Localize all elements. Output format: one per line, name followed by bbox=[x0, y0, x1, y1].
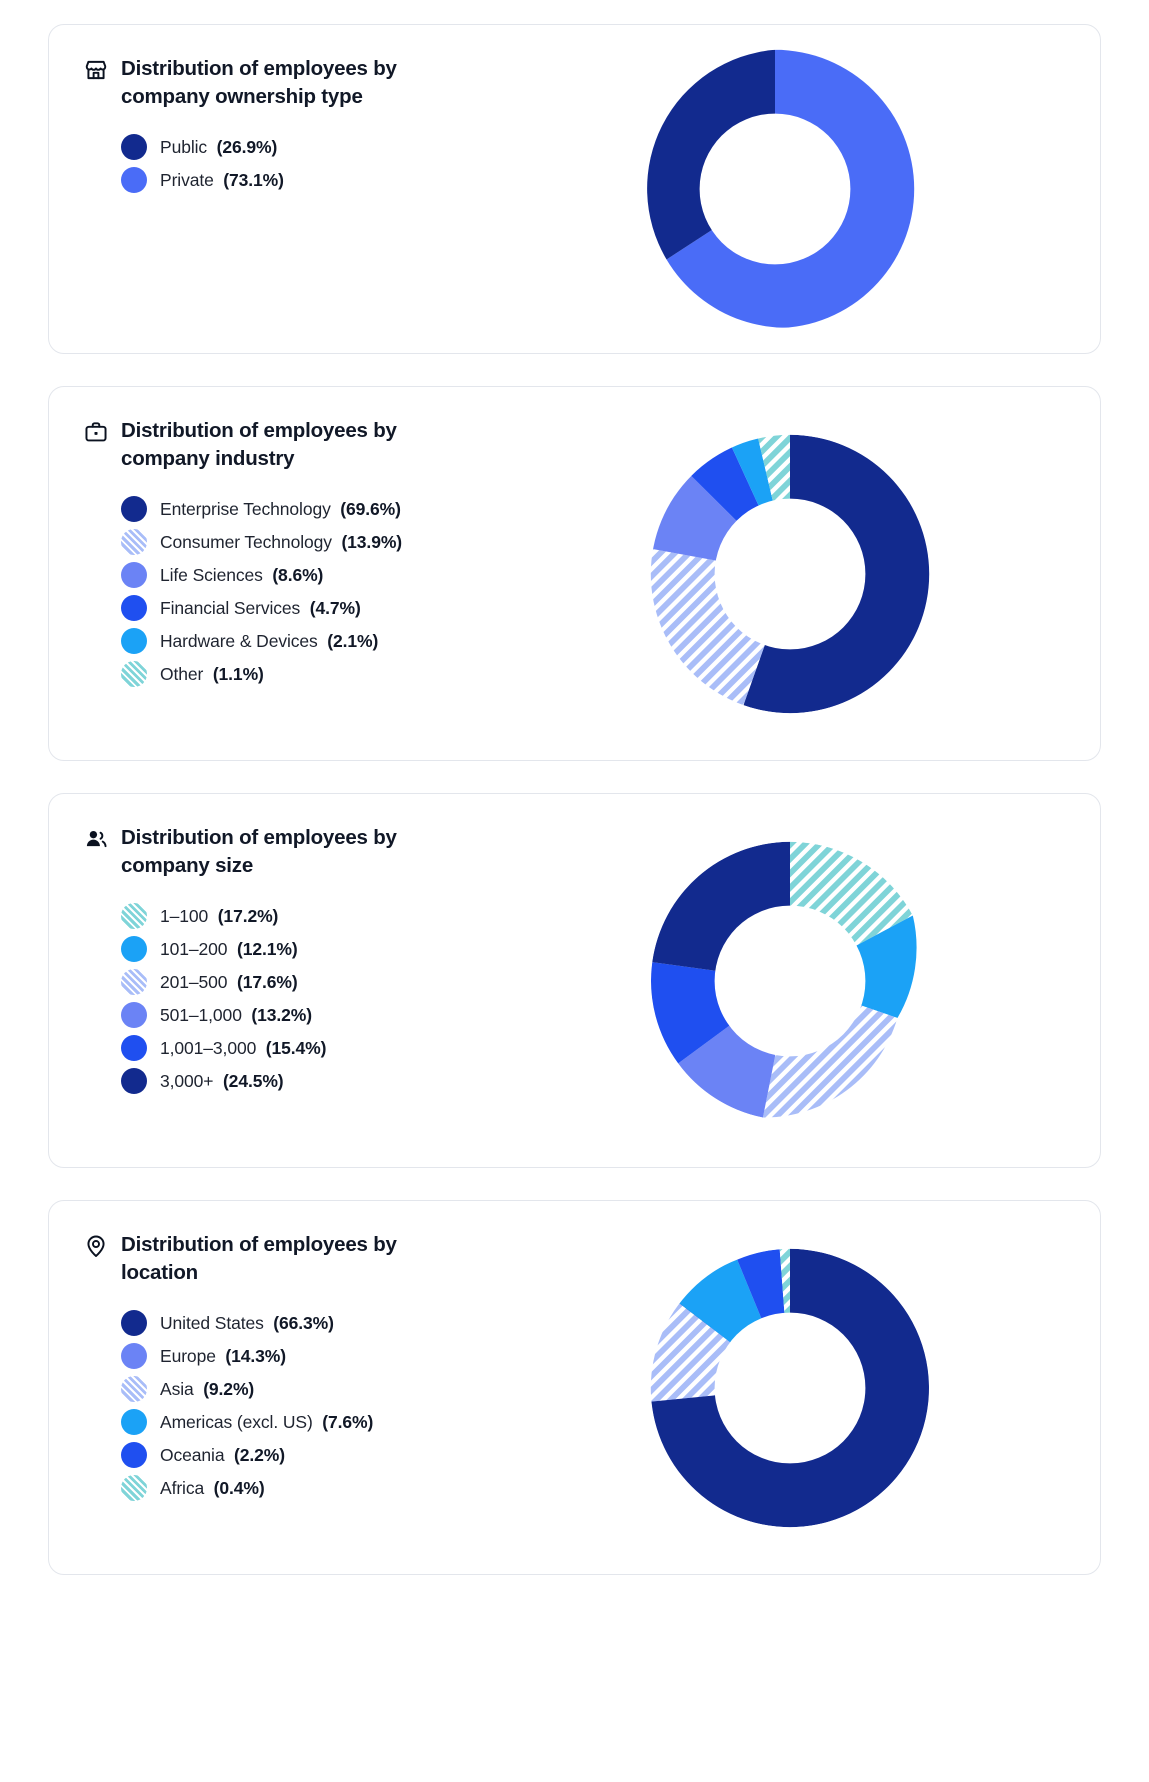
legend-label: Consumer Technology (13.9%) bbox=[160, 531, 403, 552]
card-size bbox=[48, 793, 1101, 1168]
card-size-legend bbox=[121, 905, 513, 1092]
card-location-legend bbox=[121, 1312, 513, 1499]
legend-item bbox=[121, 597, 513, 619]
legend-item bbox=[121, 1004, 513, 1026]
legend-item bbox=[121, 1477, 513, 1499]
legend-item bbox=[121, 498, 513, 520]
legend-swatch bbox=[121, 595, 147, 621]
legend-swatch bbox=[121, 1409, 147, 1435]
card-ownership-left bbox=[83, 55, 483, 191]
card-ownership-legend bbox=[121, 136, 483, 191]
storefront-icon bbox=[83, 57, 109, 83]
legend-swatch bbox=[121, 134, 147, 160]
legend-item bbox=[121, 1411, 513, 1433]
legend-item bbox=[121, 1037, 513, 1059]
legend-swatch bbox=[121, 529, 147, 555]
card-industry-chart bbox=[513, 429, 1066, 719]
legend-swatch bbox=[121, 969, 147, 995]
legend-swatch bbox=[121, 1310, 147, 1336]
legend-swatch bbox=[121, 1376, 147, 1402]
legend-label: Enterprise Technology (69.6%) bbox=[160, 498, 401, 519]
card-size-chart bbox=[513, 836, 1066, 1126]
people-icon bbox=[83, 826, 109, 852]
legend-label: 201–500 (17.6%) bbox=[160, 971, 298, 992]
legend-label: Financial Services (4.7%) bbox=[160, 597, 361, 618]
legend-item bbox=[121, 1312, 513, 1334]
card-industry-legend bbox=[121, 498, 513, 685]
briefcase-icon bbox=[83, 419, 109, 445]
legend-item bbox=[121, 663, 513, 685]
legend-item bbox=[121, 971, 513, 993]
card-ownership-title: Distribution of employees by company ownership type bbox=[121, 57, 397, 108]
card-location-left bbox=[83, 1231, 513, 1499]
legend-swatch bbox=[121, 1475, 147, 1501]
legend-label: Private (73.1%) bbox=[160, 169, 284, 190]
legend-item bbox=[121, 1070, 513, 1092]
card-location-header bbox=[83, 1231, 513, 1286]
legend-label: United States (66.3%) bbox=[160, 1312, 334, 1333]
legend-label: 3,000+ (24.5%) bbox=[160, 1070, 284, 1091]
legend-label: 501–1,000 (13.2%) bbox=[160, 1004, 312, 1025]
legend-item bbox=[121, 905, 513, 927]
legend-label: Public (26.9%) bbox=[160, 136, 278, 157]
legend-label: Hardware & Devices (2.1%) bbox=[160, 630, 379, 651]
legend-label: Other (1.1%) bbox=[160, 663, 264, 684]
legend-item bbox=[121, 136, 483, 158]
card-location bbox=[48, 1200, 1101, 1575]
card-location-title: Distribution of employees by location bbox=[121, 1233, 397, 1284]
card-industry-title: Distribution of employees by company industry bbox=[121, 419, 397, 470]
card-ownership-header bbox=[83, 55, 483, 110]
legend-label: 1–100 (17.2%) bbox=[160, 905, 279, 926]
card-size-left bbox=[83, 824, 513, 1092]
donut-chart-ownership bbox=[630, 44, 920, 334]
legend-swatch bbox=[121, 628, 147, 654]
legend-label: 101–200 (12.1%) bbox=[160, 938, 298, 959]
donut-chart-location bbox=[645, 1243, 935, 1533]
card-industry-left bbox=[83, 417, 513, 685]
legend-swatch bbox=[121, 562, 147, 588]
legend-item bbox=[121, 564, 513, 586]
legend-item bbox=[121, 531, 513, 553]
legend-label: Americas (excl. US) (7.6%) bbox=[160, 1411, 374, 1432]
donut-chart-size bbox=[645, 836, 935, 1126]
legend-swatch bbox=[121, 1035, 147, 1061]
legend-label: Africa (0.4%) bbox=[160, 1477, 265, 1498]
card-industry bbox=[48, 386, 1101, 761]
card-size-header bbox=[83, 824, 513, 879]
legend-label: Asia (9.2%) bbox=[160, 1378, 255, 1399]
legend-swatch bbox=[121, 661, 147, 687]
legend-item bbox=[121, 169, 483, 191]
legend-swatch bbox=[121, 1002, 147, 1028]
card-size-title: Distribution of employees by company size bbox=[121, 826, 397, 877]
legend-label: Life Sciences (8.6%) bbox=[160, 564, 324, 585]
legend-swatch bbox=[121, 903, 147, 929]
legend-item bbox=[121, 1345, 513, 1367]
legend-swatch bbox=[121, 496, 147, 522]
card-ownership bbox=[48, 24, 1101, 354]
legend-item bbox=[121, 938, 513, 960]
legend-item bbox=[121, 1444, 513, 1466]
legend-swatch bbox=[121, 1442, 147, 1468]
card-location-chart bbox=[513, 1243, 1066, 1533]
legend-item bbox=[121, 630, 513, 652]
legend-swatch bbox=[121, 1343, 147, 1369]
card-industry-header bbox=[83, 417, 513, 472]
legend-label: 1,001–3,000 (15.4%) bbox=[160, 1037, 327, 1058]
legend-swatch bbox=[121, 936, 147, 962]
card-ownership-chart bbox=[483, 44, 1066, 334]
legend-label: Oceania (2.2%) bbox=[160, 1444, 285, 1465]
legend-item bbox=[121, 1378, 513, 1400]
legend-swatch bbox=[121, 167, 147, 193]
location-pin-icon bbox=[83, 1233, 109, 1259]
donut-chart-industry bbox=[645, 429, 935, 719]
legend-label: Europe (14.3%) bbox=[160, 1345, 286, 1366]
legend-swatch bbox=[121, 1068, 147, 1094]
